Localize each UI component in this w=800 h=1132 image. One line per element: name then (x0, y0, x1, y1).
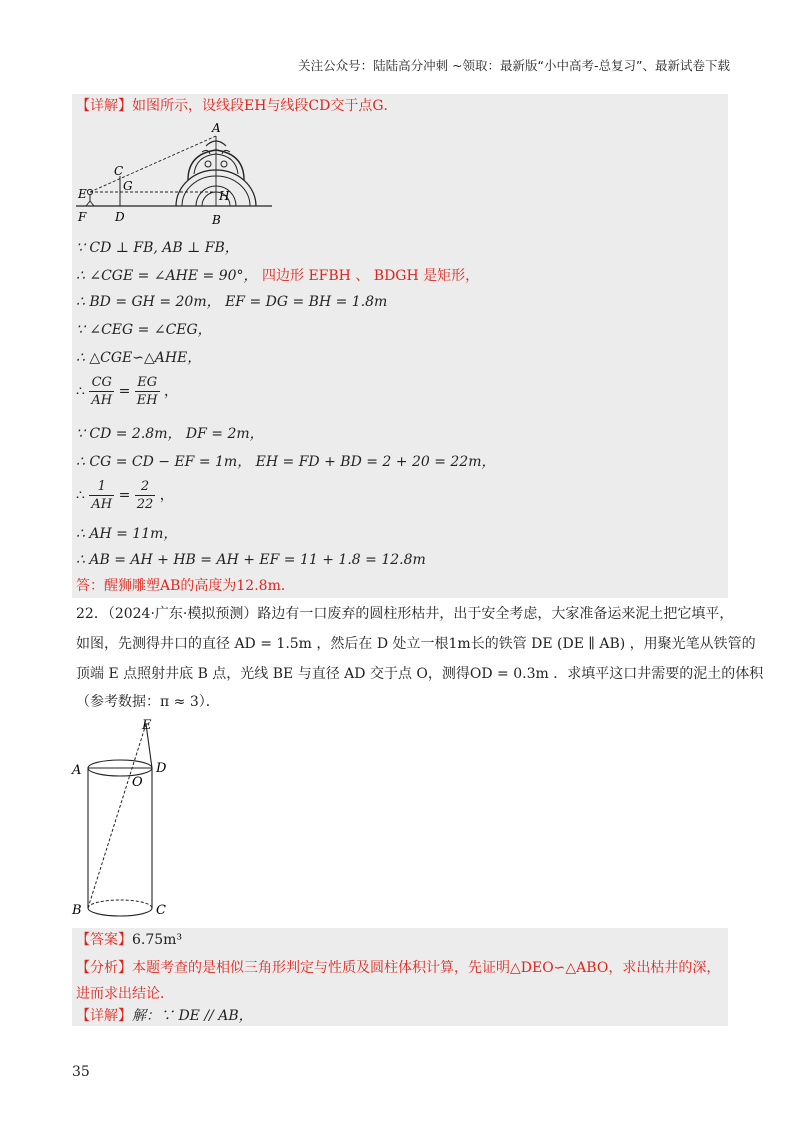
answer-value: 6.75m³ (132, 932, 183, 948)
label-C: C (156, 903, 166, 918)
proof-line-7: ∵ CD = 2.8m， DF = 2m， (76, 426, 264, 442)
proof-line-1: ∵ CD ⊥ FB, AB ⊥ FB， (76, 240, 239, 256)
equals-sign: = (118, 487, 131, 504)
proof-line-5: ∴ △CGE∽△AHE， (76, 350, 202, 366)
analysis-line-1 (76, 958, 720, 978)
proof-line-9 (76, 478, 174, 513)
page-number: 35 (72, 1064, 90, 1080)
answer-line (76, 930, 182, 950)
analysis-line-2: 进而求出结论． (76, 986, 174, 1002)
label-F: F (78, 210, 87, 224)
detail-tag: 【详解】 (76, 98, 132, 114)
question-22-line-3: 顶端 E 点照射井底 B 点，光线 BE 与直径 AD 交于点 O，测得OD = 0.3m ．求填平这口井需要的泥土的体积 (76, 666, 764, 682)
label-B: B (72, 903, 82, 918)
therefore-sign: ∴ (76, 383, 85, 400)
solution-answer: 答：醒狮雕塑AB的高度为12.8m． (76, 578, 295, 594)
detail-text: 解：∵ DE // AB， (132, 1008, 253, 1024)
proof-line-2 (76, 266, 479, 286)
proof-line-6 (76, 374, 178, 409)
question-22-line-2: 如图，先测得井口的直径 AD = 1.5m ，然后在 D 处立一根1m长的铁管 DE (DE ∥ AB) ，用聚光笔从铁管的 (76, 636, 756, 652)
proof-line-8: ∴ CG = CD − EF = 1m， EH = FD + BD = 2 + 20 = 22m， (76, 454, 496, 470)
comma: ， (159, 487, 174, 504)
analysis-text: 本题考查的是相似三角形判定与性质及圆柱体积计算，先证明△DEO∽△ABO，求出枯井的深， (132, 960, 721, 976)
label-G: G (123, 179, 133, 193)
analysis-tag: 【分析】 (76, 960, 132, 976)
detail-line (76, 1006, 253, 1026)
label-E: E (142, 718, 152, 733)
page-header: 关注公众号：陆陆高分冲刺 ~领取：最新版“小中高考-总复习”、最新试卷下载 (298, 58, 730, 73)
question-22-line-1: 22．（2024·广东·模拟预测）路边有一口废弃的圆柱形枯井，出于安全考虑，大家准备运来泥土把它填平， (76, 606, 734, 622)
therefore-sign: ∴ (76, 487, 85, 504)
question-22-line-4: （参考数据：π ≈ 3）． (76, 694, 220, 710)
equals-sign: = (118, 383, 131, 400)
fraction-eg-eh (135, 374, 160, 409)
proof-line-11: ∴ AB = AH + HB = AH + EF = 11 + 1.8 = 12.8m (76, 552, 426, 568)
fraction-numerator: EG (135, 374, 160, 392)
fraction-numerator: CG (89, 374, 114, 392)
solution-intro (76, 96, 398, 116)
fraction-denominator: AH (91, 497, 113, 512)
label-H: H (219, 189, 230, 203)
intro-text: 如图所示，设线段EH与线段CD交于点G． (132, 98, 398, 114)
fraction-denominator: EH (136, 393, 158, 408)
detail-tag: 【详解】 (76, 1008, 132, 1024)
fraction-1-ah (89, 478, 114, 513)
label-C: C (114, 164, 124, 178)
fraction-numerator: 1 (89, 478, 114, 496)
proof-line-4: ∵ ∠CEG = ∠CEG， (76, 322, 212, 338)
label-E: E (78, 187, 87, 201)
answer-tag: 【答案】 (76, 932, 132, 948)
proof-line-3: ∴ BD = GH = 20m， EF = DG = BH = 1.8m (76, 294, 388, 310)
lion-figure (76, 120, 276, 230)
fraction-2-22 (135, 478, 156, 513)
proof-line-2b: 四边形 EFBH 、 BDGH 是矩形， (262, 268, 480, 284)
label-A: A (72, 763, 82, 778)
label-D: D (156, 761, 167, 776)
label-B: B (212, 213, 221, 227)
fraction-numerator: 2 (135, 478, 156, 496)
proof-line-10: ∴ AH = 11m， (76, 526, 178, 542)
label-D: D (115, 210, 125, 224)
comma: ， (164, 383, 179, 400)
label-A: A (212, 121, 221, 135)
fraction-denominator: AH (91, 393, 113, 408)
label-O: O (132, 775, 143, 790)
fraction-denominator: 22 (136, 497, 154, 512)
fraction-cg-ah (89, 374, 114, 409)
proof-line-2a: ∴ ∠CGE = ∠AHE = 90°， (76, 268, 258, 284)
cylinder-figure (70, 716, 180, 926)
